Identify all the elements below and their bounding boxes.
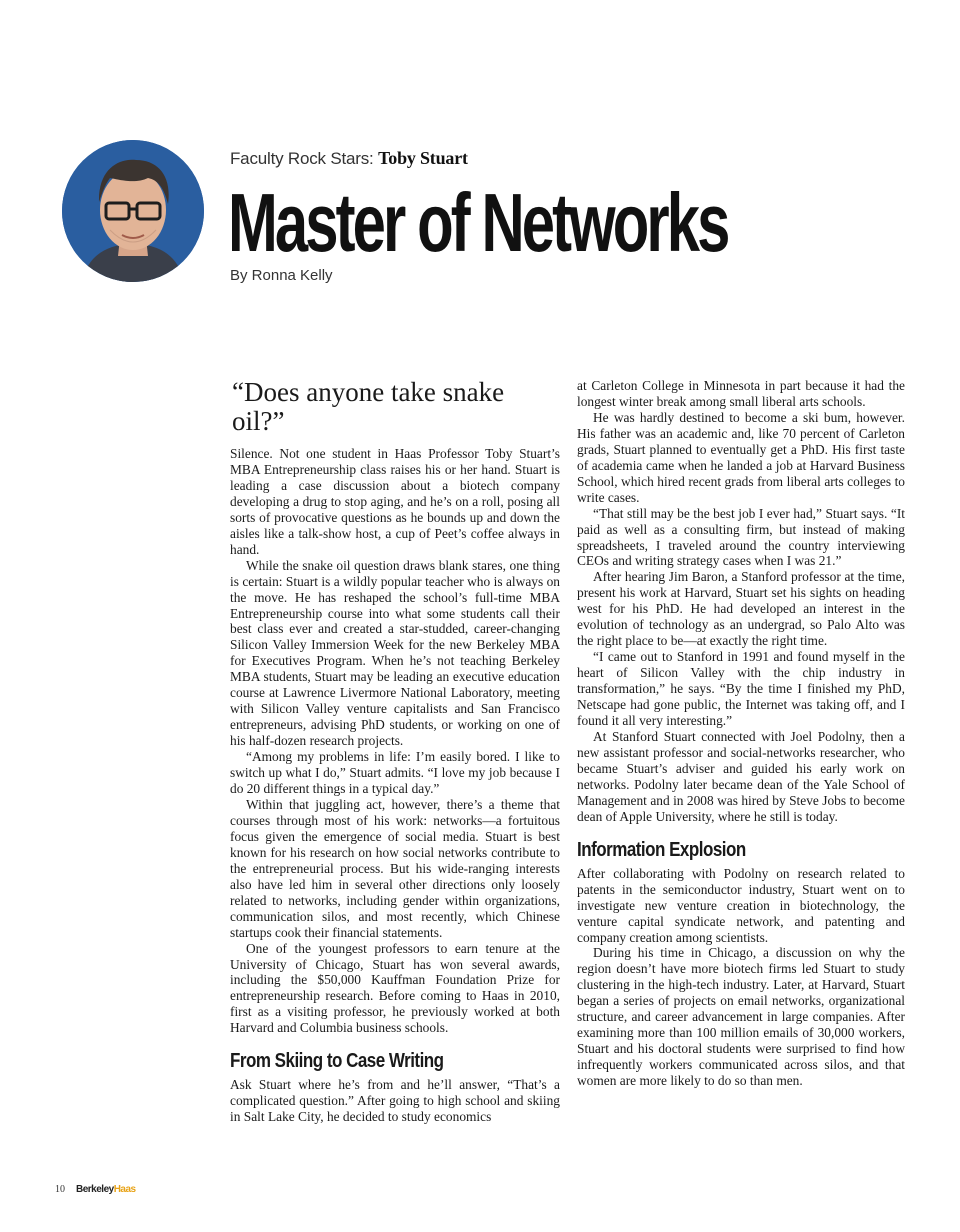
paragraph: “That still may be the best job I ever had,” Stuart says. “It paid as well as a consulting firm, but instead of making spreadsheets, I traveled around the country interviewing CEOs and writing strategy cases when I was 21.” (577, 505, 905, 569)
paragraph: at Carleton College in Minnesota in part because it had the longest winter break among small liberal arts schools. (577, 378, 905, 409)
paragraph: One of the youngest professors to earn tenure at the University of Chicago, Stuart has won several awards, including the $50,000 Kauffman Foundation Prize for entrepreneurship research. Before coming to Haas in 2010, first as a visiting professor, he previously worked at both Harvard and Columbia business schools. (230, 940, 560, 1036)
page-number: 10 (55, 1184, 65, 1195)
paragraph: Silence. Not one student in Haas Professor Toby Stuart’s MBA Entrepreneurship class raises his or her hand. Stuart is leading a case discussion about a biotech company developing a drug to stop aging, and he’s on a roll, posing all sorts of provocative questions as he bounds up and down the aisles like a talk-show host, a cup of Peet’s coffee always in hand. (230, 446, 560, 557)
author-portrait (62, 140, 204, 282)
kicker-name: Toby Stuart (378, 148, 468, 168)
portrait-illustration (62, 140, 204, 282)
publication-logo (76, 1184, 136, 1195)
kicker (230, 148, 468, 169)
section-subhead: From Skiing to Case Writing (230, 1050, 444, 1073)
paragraph: He was hardly destined to become a ski bum, however. His father was an academic and, like 70 percent of Carleton grads, Stuart planned to eventually get a PhD. His first taste of academia came when he landed a job at Harvard Business School, which hired recent grads from liberal arts colleges to write cases. (577, 409, 905, 505)
paragraph: At Stanford Stuart connected with Joel Podolny, then a new assistant professor and social-networks researcher, who became Stuart’s adviser and guided his early work on networks. Podolny later became dean of the Yale School of Management and in 2008 was hired by Steve Jobs to become dean of Apple University, where he still is today. (577, 728, 905, 824)
paragraph: Ask Stuart where he’s from and he’ll answer, “That’s a complicated question.” After going to high school and skiing in Salt Lake City, he decided to study economics (230, 1077, 560, 1125)
article-title: Master of Networks (228, 176, 728, 269)
kicker-prefix: Faculty Rock Stars: (230, 149, 379, 168)
logo-part-haas: Haas (113, 1184, 136, 1195)
article-column-right (577, 378, 905, 1089)
paragraph: After collaborating with Podolny on research related to patents in the semiconductor industry, Stuart went on to investigate new venture creation in biotechnology, the venture capital syndicate network, and patenting and company creation among scientists. (577, 865, 905, 945)
paragraph: During his time in Chicago, a discussion on why the region doesn’t have more biotech firms led Stuart to study clustering in the high-tech industry. Later, at Harvard, Stuart began a series of projects on email networks, organizational structure, and career advancement in large companies. After examining more than 100 million emails of 30,000 workers, Stuart and his doctoral students were surprised to find how infrequently workers communicated across silos, and that women are more likely to do so than men. (577, 945, 905, 1089)
paragraph: After hearing Jim Baron, a Stanford professor at the time, present his work at Harvard, Stuart set his sights on heading west for his PhD. He had developed an interest in the evolution of technology as an undergrad, so Palo Alto was the right place to be—at exactly the right time. (577, 569, 905, 649)
paragraph: “I came out to Stanford in 1991 and found myself in the heart of Silicon Valley with the chip industry in transformation,” he says. “By the time I finished my PhD, Netscape had gone public, the Internet was taking off, and I found it all very interesting.” (577, 649, 905, 729)
pull-quote: “Does anyone take snake oil?” (232, 377, 505, 436)
logo-part-berkeley: Berkeley (76, 1184, 114, 1195)
paragraph: “Among my problems in life: I’m easily bored. I like to switch up what I do,” Stuart admits. “I love my job because I do 20 different things in a typical day.” (230, 749, 560, 797)
paragraph: Within that juggling act, however, there’s a theme that courses through most of his work: networks—a fortuitous focus given the emergence of social media. Stuart is best known for his research on how social networks contribute to the entrepreneurial process. But his wide-ranging interests also have led him in several other directions only loosely related to networks, including gender within organizations, communication silos, and most recently, which Chinese startups cook their financial statements. (230, 796, 560, 940)
paragraph: While the snake oil question draws blank stares, one thing is certain: Stuart is a wildly popular teacher who is always on the move. He has reshaped the school’s full-time MBA Entrepreneurship course into what some students call their best class ever and created a star-studded, career-changing Silicon Valley Immersion Week for the new Berkeley MBA for Executives Program. When he’s not teaching Berkeley MBA students, Stuart may be leading an executive education course at Lawrence Livermore National Laboratory, meeting with Silicon Valley venture capitalists and San Francisco entrepreneurs, advising PhD students, or working on one of his half-dozen research projects. (230, 557, 560, 749)
byline: By Ronna Kelly (230, 267, 333, 284)
article-column-left (230, 446, 560, 1125)
section-subhead: Information Explosion (577, 838, 746, 861)
